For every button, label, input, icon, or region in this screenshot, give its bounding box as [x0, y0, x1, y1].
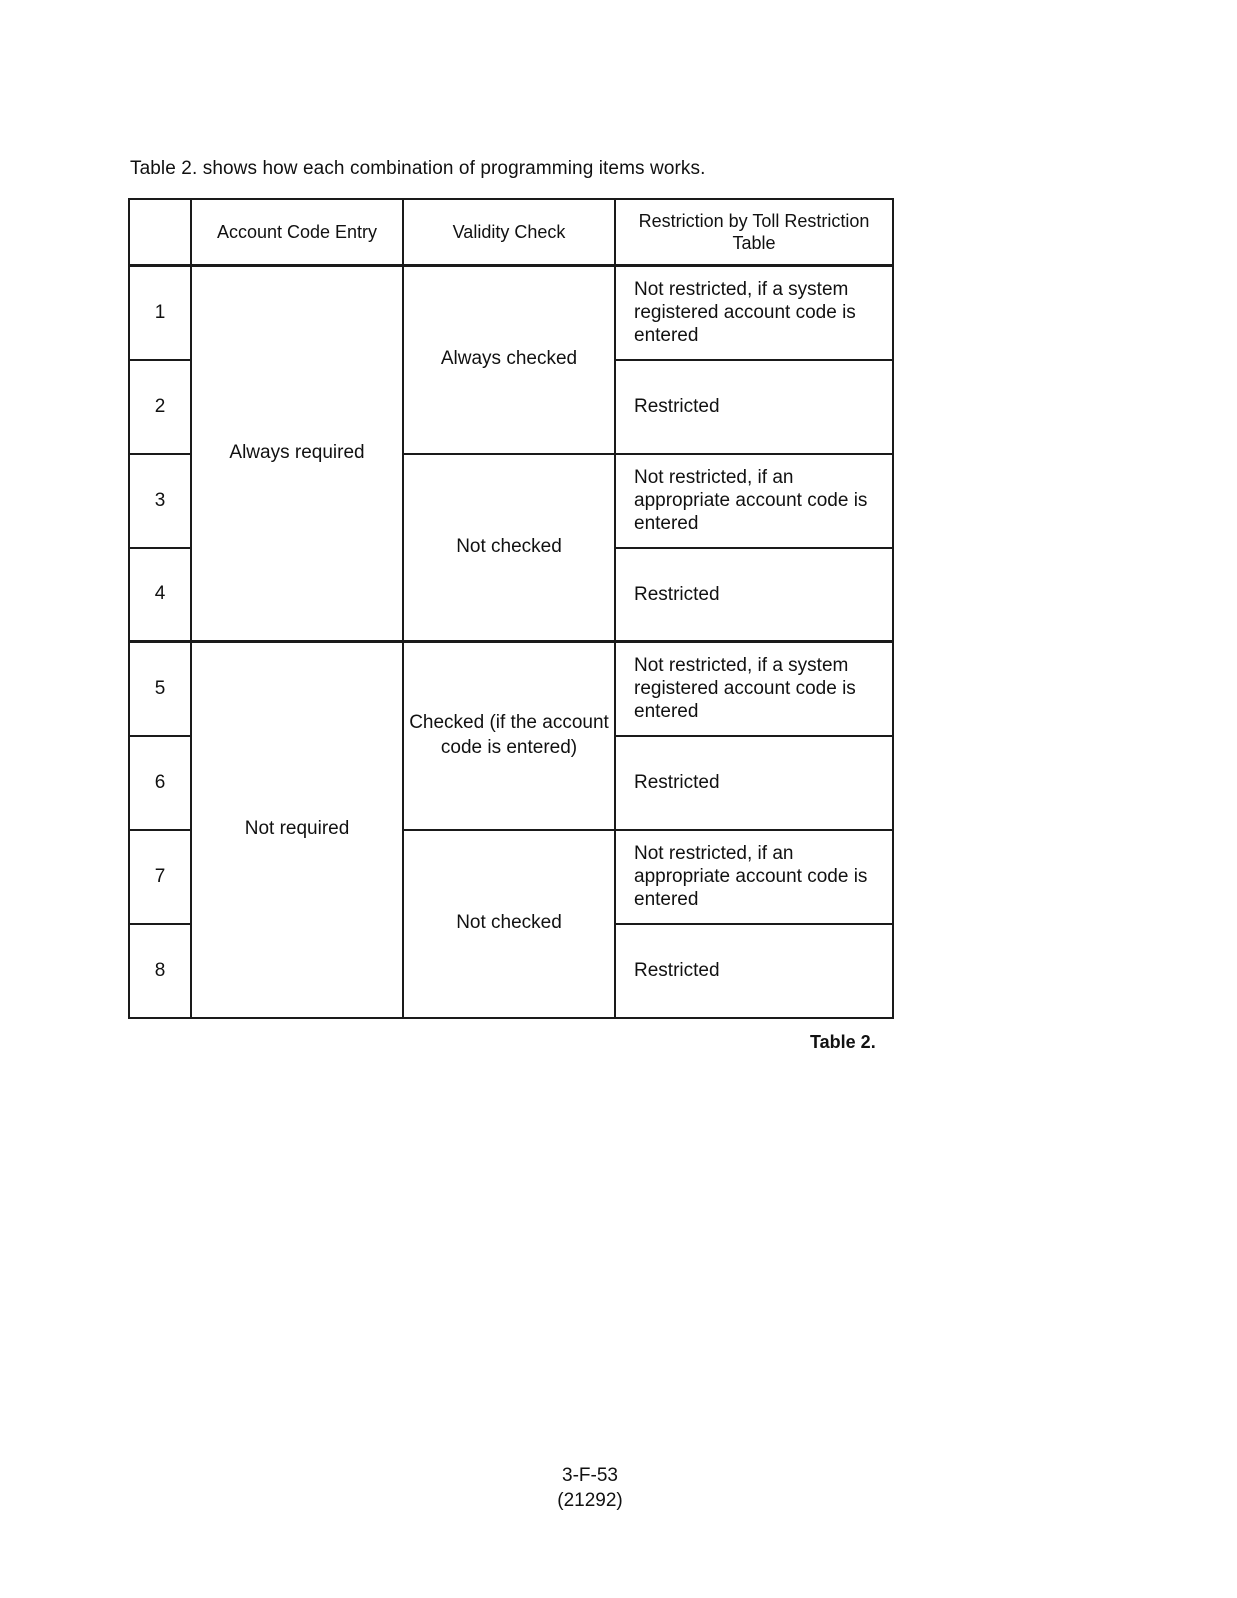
account-code-entry-cell: Not required — [191, 642, 403, 1018]
restriction-cell: Restricted — [615, 736, 893, 830]
restriction-cell: Restricted — [615, 548, 893, 642]
validity-check-cell: Not checked — [403, 454, 615, 642]
restriction-cell: Not restricted, if an appropriate account code is entered — [615, 454, 893, 548]
header-account-code-entry: Account Code Entry — [191, 199, 403, 266]
validity-check-cell: Always checked — [403, 266, 615, 454]
page-number: 3-F-53 — [562, 1465, 618, 1486]
account-code-entry-cell: Always required — [191, 266, 403, 642]
programming-combination-table — [128, 198, 894, 1019]
row-number: 7 — [129, 830, 191, 924]
restriction-cell: Restricted — [615, 360, 893, 454]
table-header-row — [129, 199, 893, 266]
intro-text: Table 2. shows how each combination of programming items works. — [130, 158, 706, 179]
page-footer — [0, 1464, 1180, 1513]
row-number: 2 — [129, 360, 191, 454]
header-restriction: Restriction by Toll Restriction Table — [615, 199, 893, 266]
validity-check-cell: Checked (if the account code is entered) — [403, 642, 615, 830]
table-row — [129, 266, 893, 360]
restriction-cell: Restricted — [615, 924, 893, 1018]
restriction-cell: Not restricted, if a system registered account code is entered — [615, 266, 893, 360]
row-number: 1 — [129, 266, 191, 360]
row-number: 6 — [129, 736, 191, 830]
table-caption: Table 2. — [810, 1032, 876, 1052]
document-code: (21292) — [557, 1489, 623, 1511]
row-number: 5 — [129, 642, 191, 736]
restriction-cell: Not restricted, if a system registered account code is entered — [615, 642, 893, 736]
validity-check-cell: Not checked — [403, 830, 615, 1018]
header-number — [129, 199, 191, 266]
row-number: 3 — [129, 454, 191, 548]
header-validity-check: Validity Check — [403, 199, 615, 266]
row-number: 4 — [129, 548, 191, 642]
row-number: 8 — [129, 924, 191, 1018]
table-row — [129, 642, 893, 736]
restriction-cell: Not restricted, if an appropriate account code is entered — [615, 830, 893, 924]
